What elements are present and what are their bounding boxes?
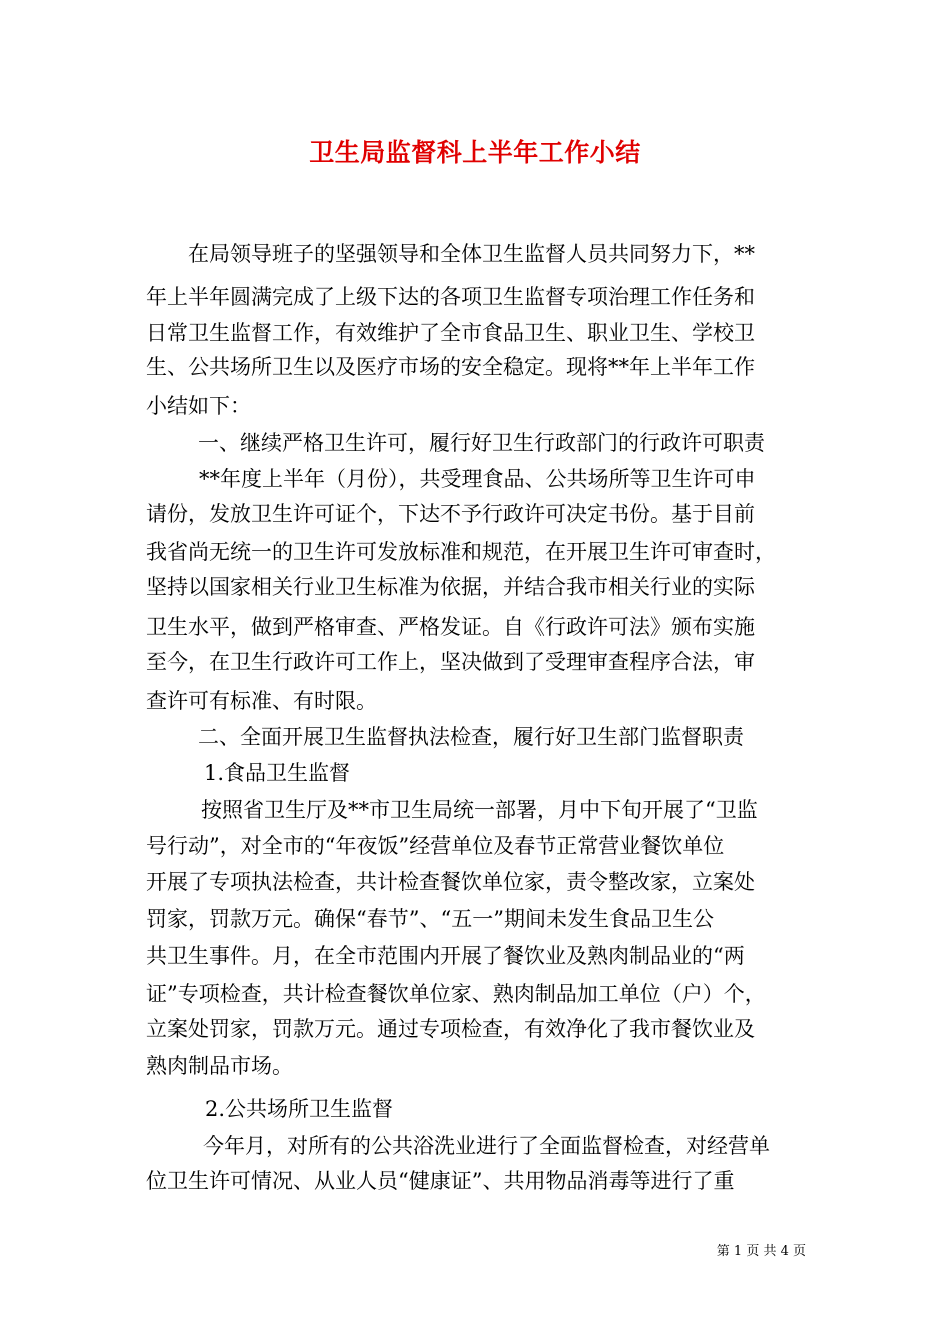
body-line: 小结如下： xyxy=(146,394,251,418)
body-line: 至今，在卫生行政许可工作上，坚决做到了受理审查程序合法，审 xyxy=(146,650,755,674)
body-line: **年度上半年（月份），共受理食品、公共场所等卫生许可申 xyxy=(199,467,756,491)
body-line: 共卫生事件。月，在全市范围内开展了餐饮业及熟肉制品业的“两 xyxy=(146,944,745,968)
body-line: 请份，发放卫生许可证个，下达不予行政许可决定书份。基于目前 xyxy=(146,502,755,526)
body-line: 日常卫生监督工作，有效维护了全市食品卫生、职业卫生、学校卫 xyxy=(146,321,755,345)
body-line: 位卫生许可情况、从业人员“健康证”、共用物品消毒等进行了重 xyxy=(146,1169,735,1193)
body-line: 查许可有标准、有时限。 xyxy=(146,689,377,713)
body-line: 熟肉制品市场。 xyxy=(146,1054,293,1078)
body-line: 年上半年圆满完成了上级下达的各项卫生监督专项治理工作任务和 xyxy=(146,285,755,309)
body-line: 坚持以国家相关行业卫生标准为依据，并结合我市相关行业的实际 xyxy=(146,575,755,599)
body-line: 生、公共场所卫生以及医疗市场的安全稳定。现将**年上半年工作 xyxy=(146,355,755,379)
body-line: 罚家，罚款万元。确保“春节”、“五一”期间未发生食品卫生公 xyxy=(146,907,714,931)
subsection-heading: 1.食品卫生监督 xyxy=(204,761,351,785)
body-line: 今年月，对所有的公共浴洗业进行了全面监督检查，对经营单 xyxy=(203,1134,770,1158)
body-line: 开展了专项执法检查，共计检查餐饮单位家，责令整改家，立案处 xyxy=(146,870,755,894)
body-line: 立案处罚家，罚款万元。通过专项检查，有效净化了我市餐饮业及 xyxy=(146,1017,755,1041)
section-heading: 一、继续严格卫生许可，履行好卫生行政部门的行政许可职责 xyxy=(198,431,765,455)
document-title: 卫生局监督科上半年工作小结 xyxy=(309,138,641,167)
body-line: 按照省卫生厅及**市卫生局统一部署，月中下旬开展了“卫监 xyxy=(201,798,758,822)
section-heading: 二、全面开展卫生监督执法检查，履行好卫生部门监督职责 xyxy=(198,725,744,749)
body-line: 号行动”，对全市的“年夜饭”经营单位及春节正常营业餐饮单位 xyxy=(146,834,725,858)
body-line: 在局领导班子的坚强领导和全体卫生监督人员共同努力下，** xyxy=(188,242,755,266)
body-line: 证”专项检查，共计检查餐饮单位家、熟肉制品加工单位（户）个， xyxy=(146,982,766,1006)
body-line: 我省尚无统一的卫生许可发放标准和规范，在开展卫生许可审查时， xyxy=(146,540,776,564)
page-number-footer: 第 1 页 共 4 页 xyxy=(716,1244,806,1259)
subsection-heading: 2.公共场所卫生监督 xyxy=(205,1097,394,1121)
body-line: 卫生水平，做到严格审查、严格发证。自《行政许可法》颁布实施 xyxy=(146,615,755,639)
